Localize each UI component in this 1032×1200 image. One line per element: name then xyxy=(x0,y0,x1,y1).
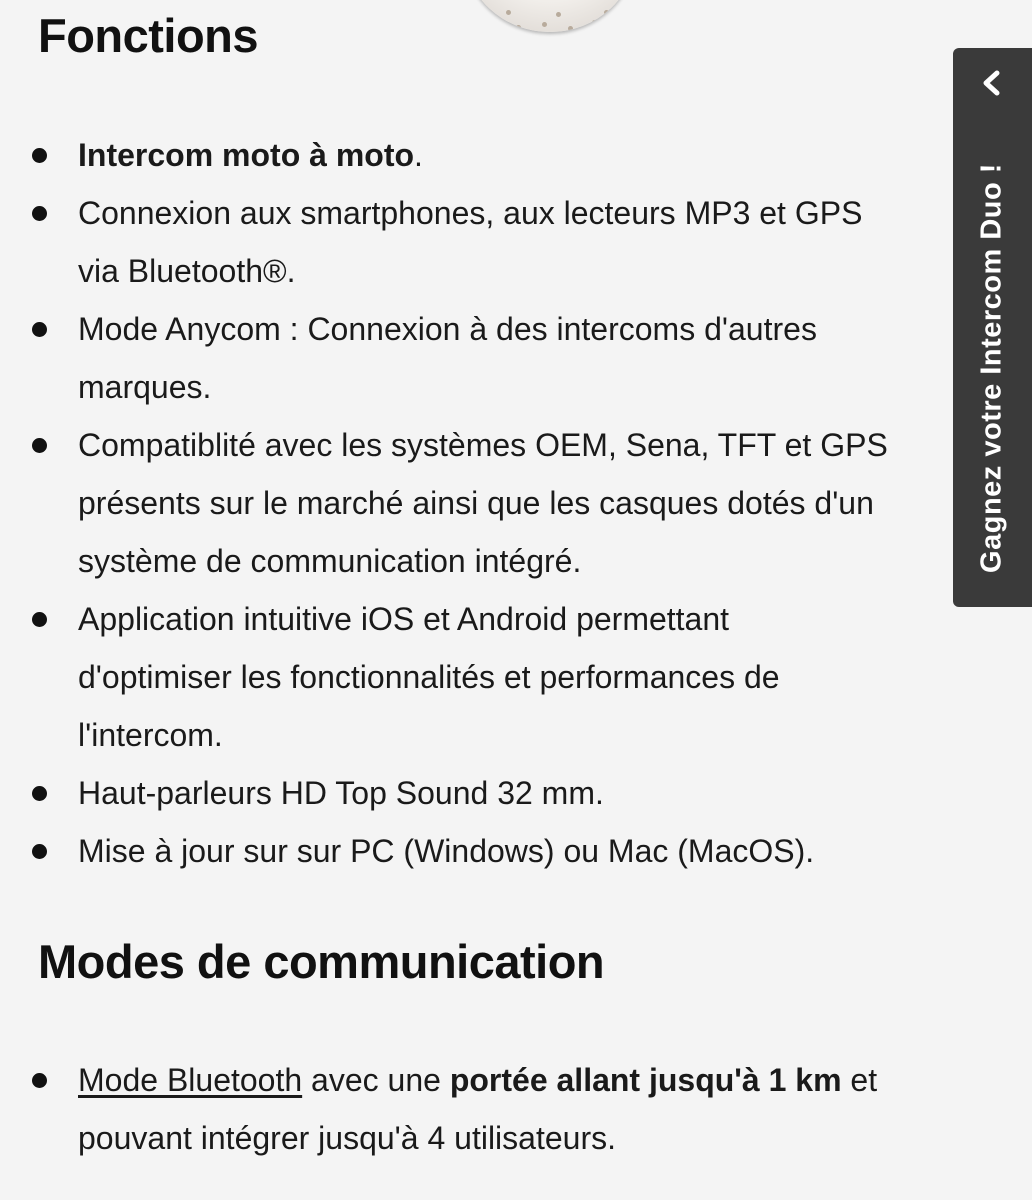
mode-text: et xyxy=(841,1062,878,1098)
bullet-icon xyxy=(32,844,47,859)
list-item xyxy=(0,590,950,764)
feature-bold-text: Intercom moto à moto xyxy=(78,137,415,173)
bullet-icon xyxy=(32,612,47,627)
list-item xyxy=(0,1051,950,1167)
bullet-icon xyxy=(32,322,47,337)
list-item xyxy=(0,822,950,880)
mode-bold-text: portée allant jusqu'à 1 km xyxy=(449,1062,842,1098)
list-item xyxy=(0,300,950,416)
list-item xyxy=(0,764,950,822)
feature-text: Compatiblité avec les systèmes OEM, Sena, TFT et GPS xyxy=(78,427,888,463)
bullet-icon xyxy=(32,786,47,801)
section-title-fonctions: Fonctions xyxy=(38,9,259,62)
bullet-icon xyxy=(32,148,47,163)
feature-text: d'optimiser les fonctionnalités et performances de xyxy=(78,659,780,695)
feature-text: l'intercom. xyxy=(78,717,223,753)
feature-text: marques. xyxy=(78,369,212,405)
feature-text: . xyxy=(414,137,423,173)
mode-bluetooth-link[interactable]: Mode Bluetooth xyxy=(78,1062,303,1098)
feature-text: Haut-parleurs HD Top Sound 32 mm. xyxy=(78,775,604,811)
feature-text: présents sur le marché ainsi que les casques dotés d'un xyxy=(78,485,874,521)
list-item xyxy=(0,416,950,590)
feature-text: via Bluetooth®. xyxy=(78,253,296,289)
promo-tab-label: Gagnez votre Intercom Duo ! xyxy=(975,163,1008,573)
feature-text: Mode Anycom : Connexion à des intercoms d'autres xyxy=(78,311,817,347)
modes-list xyxy=(0,1051,950,1167)
mode-line xyxy=(78,1051,950,1109)
feature-text: Connexion aux smartphones, aux lecteurs MP3 et GPS xyxy=(78,195,863,231)
list-item xyxy=(0,184,950,300)
feature-text: Application intuitive iOS et Android permettant xyxy=(78,601,730,637)
bullet-icon xyxy=(32,1073,47,1088)
feature-text: système de communication intégré. xyxy=(78,543,582,579)
list-item xyxy=(0,126,950,184)
promo-side-tab[interactable] xyxy=(953,48,1032,607)
mode-text: avec une xyxy=(302,1062,450,1098)
chevron-left-icon[interactable] xyxy=(975,66,1009,100)
features-list xyxy=(0,126,950,880)
mode-text: pouvant intégrer jusqu'à 4 utilisateurs. xyxy=(78,1120,616,1156)
bullet-icon xyxy=(32,206,47,221)
section-title-modes: Modes de communication xyxy=(38,935,605,988)
bullet-icon xyxy=(32,438,47,453)
feature-text: Mise à jour sur sur PC (Windows) ou Mac (MacOS). xyxy=(78,833,815,869)
